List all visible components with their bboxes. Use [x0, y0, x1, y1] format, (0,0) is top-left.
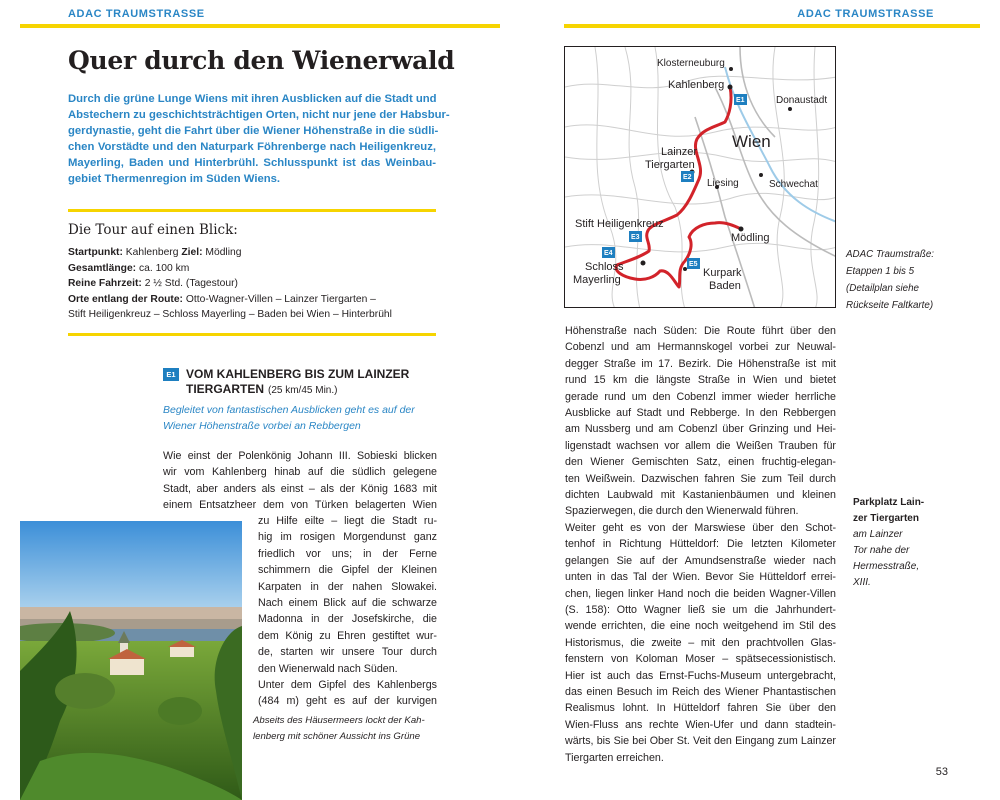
intro-line: gebiet Thermenregion im Süden Wiens.	[68, 173, 281, 185]
body-line: tenhof in Richtung Hütteldorf: Die letzten Kilometer	[565, 538, 836, 551]
map-stage-e2: E2	[683, 174, 692, 181]
body-line: de, starten wir unsere Tour durch	[258, 646, 437, 659]
tour-time-row	[68, 276, 436, 292]
map-stage-e1: E1	[736, 97, 745, 104]
body-line: wir vom Kahlenberg hinab auf die südlich gelegene	[163, 466, 437, 479]
running-head-label: ADAC TRAUMSTRASSE	[797, 8, 934, 20]
body-line: rund 15 km die längste Straße in Wien und bietet	[565, 374, 836, 387]
map-label-mayerling: Mayerling	[573, 274, 621, 286]
body-line: Historismus, die zweite – mit den prachtvollen Glas-	[565, 636, 836, 649]
body-line: Spazierwegen, die durch den Wienerwald führen.	[565, 505, 799, 518]
divider-rule	[68, 209, 436, 212]
divider-rule	[68, 333, 436, 336]
body-line: unten in das Tal der Wien. Bevor Sie Hütteldorf errei-	[565, 571, 836, 584]
body-line: schimmern die Gipfel der Kleinen	[258, 564, 437, 577]
map-caption-line: Etappen 1 bis 5	[846, 266, 915, 277]
start-label: Startpunkt:	[68, 247, 123, 258]
caption-line: lenberg mit schöner Aussicht ins Grüne	[253, 731, 421, 742]
page-number: 53	[935, 766, 948, 778]
map-canvas	[565, 47, 836, 308]
map-caption-line: ADAC Traumstraße:	[846, 249, 935, 260]
map-label-wien: Wien	[732, 132, 771, 151]
subhead-line: Wiener Höhenstraße vorbei an Rebbergen	[163, 420, 361, 432]
page-title: Quer durch den Wienerwald	[68, 46, 455, 75]
note-desc-line: XIII.	[853, 577, 871, 588]
body-line: dem König zu Ehren gestiftet wur-	[258, 629, 437, 642]
body-text-right	[565, 323, 836, 766]
body-text-left-wrap	[258, 513, 437, 710]
map-label-lainzer: Lainzer	[661, 146, 698, 158]
note-desc-line: am Lainzer	[853, 529, 903, 540]
note-desc-line: Hermesstraße,	[853, 561, 920, 572]
body-line: Madonna in der Josefskirche, die	[258, 613, 437, 626]
map-caption	[846, 246, 956, 314]
kahlenberg-photo	[20, 521, 242, 800]
body-line: Karpaten in der nahen Slowakei.	[258, 580, 437, 593]
map-label-klosterneuburg: Klosterneuburg	[657, 58, 725, 69]
map-stage-e5: E5	[689, 261, 698, 268]
map-label-heiligenkreuz: Stift Heiligenkreuz	[575, 218, 664, 230]
body-line: Unter dem Gipfel des Kahlenbergs	[258, 679, 437, 692]
time-label: Reine Fahrzeit:	[68, 278, 142, 289]
section-title	[186, 367, 409, 398]
body-line: friedlich vor uns; in der Ferne	[258, 547, 437, 560]
map-caption-line: Rückseite Faltkarte)	[846, 300, 934, 311]
body-line: den Wienerwald nach Süden.	[258, 662, 398, 675]
tour-places-row-2	[68, 307, 436, 323]
body-line: den Wiener Gemischten Satz, einen fruchtig-elegan-	[565, 456, 836, 469]
map-caption-line: (Detailplan siehe	[846, 283, 919, 294]
body-line: (484 m) geht es auf der kurvigen	[258, 695, 437, 708]
running-head-right	[540, 0, 1000, 28]
body-line: am Nussberg und am Cobenzl über Grinzing und Hei-	[565, 423, 836, 436]
yellow-header-rule	[20, 24, 500, 28]
body-line: Höhenstraße nach Süden: Die Route führt über den	[565, 325, 836, 337]
intro-paragraph	[68, 91, 450, 187]
start-value: Kahlenberg	[125, 247, 179, 258]
map-label-kurpark: Kurpark	[703, 267, 742, 279]
map-label-baden: Baden	[709, 280, 741, 292]
body-line: Wien-Fluss ans rechte Wien-Ufer und dann stadtein-	[565, 718, 836, 731]
body-line: chen, liegen linker Hand noch die beiden Wagner-Villen	[565, 587, 836, 600]
caption-line: Abseits des Häusermeers lockt der Kah-	[253, 715, 425, 726]
places-label: Orte entlang der Route:	[68, 293, 183, 305]
tour-places-row	[68, 292, 436, 308]
subhead-line: Begleitet von fantastischen Ausblicken geht es auf der	[163, 404, 415, 416]
note-title-line: Parkplatz Lain-	[853, 497, 925, 508]
body-line: Hier ist auch das Ernst-Fuchs-Museum untergebracht,	[565, 669, 836, 682]
body-line: (S. 158): Otto Wagner ließ sie um die Jahrhundert-	[565, 603, 836, 616]
body-line: gelangen Sie auf der Amundsenstraße wieder nach	[565, 554, 836, 567]
body-line: Ausblicke auf Stadt und Rebberge. In den Rebbergen	[565, 407, 836, 420]
yellow-header-rule	[564, 24, 980, 28]
intro-line: gerdynastie, geht die Fahrt über die Wiener Höhenstraße in die südli-	[68, 125, 439, 137]
tour-box-title: Die Tour auf einen Blick:	[68, 222, 238, 238]
body-line: ligenstadt wachsen vor allem die Weißen Trauben für	[565, 439, 836, 452]
map-label-schloss: Schloss	[585, 261, 624, 273]
body-line: einem Entsatzheer dem von Türken belagerten Wien	[163, 499, 437, 512]
body-line: wende errichten, die eine noch weitgehend im Stil des	[565, 620, 836, 633]
map-stage-e3: E3	[631, 234, 640, 241]
intro-line: Abstechern zu geschichtsträchtigen Orten, nicht nur jene der Habsbur-	[68, 109, 450, 121]
body-line: Wie einst der Polenkönig Johann III. Sobieski blicken	[163, 450, 437, 462]
section-title-line: VOM KAHLENBERG BIS ZUM LAINZER	[186, 367, 410, 381]
stage-badge: E1	[163, 368, 179, 381]
places-value: Stift Heiligenkreuz – Schloss Mayerling – Baden bei Wien – Hinterbrühl	[68, 309, 392, 320]
body-line: hig im rosigen Morgendunst ganz	[258, 531, 437, 544]
intro-line: chen Vorstädte und den Naturpark Föhrenberge nach Heiligenkreuz,	[68, 141, 436, 153]
photo-caption	[253, 713, 438, 745]
note-desc-line: Tor nahe der	[853, 545, 910, 556]
body-line: wärts, bis Sie bei Ober St. Veit den Eingang zum Lainzer	[565, 735, 836, 748]
body-line: Realismus lohnt. In Hütteldorf fahren Sie über den	[565, 702, 836, 715]
tour-summary	[68, 245, 436, 323]
running-head-left	[0, 0, 500, 28]
body-line: dichten Laubwald mit Kastanienbäumen und kleinen	[565, 489, 836, 502]
map-label-liesing: Liesing	[707, 178, 739, 189]
note-title-line: zer Tiergarten	[853, 513, 919, 524]
tour-start-row	[68, 245, 436, 261]
map-stage-e4: E4	[604, 250, 613, 257]
body-line: Weiter geht es von der Marswiese über den Schot-	[565, 521, 836, 534]
end-value: Mödling	[205, 247, 242, 258]
intro-line: Durch die grüne Lunge Wiens mit ihren Ausblicken auf die Stadt und	[68, 93, 437, 105]
map-label-schwechat: Schwechat	[769, 179, 818, 190]
places-value: Otto-Wagner-Villen – Lainzer Tiergarten –	[185, 293, 376, 305]
length-value: ca. 100 km	[138, 262, 190, 274]
end-label: Ziel:	[181, 247, 203, 258]
tour-length-row	[68, 261, 436, 277]
section-subhead	[163, 402, 438, 434]
landscape-image	[20, 521, 242, 800]
parking-note	[853, 495, 963, 591]
map-label-kahlenberg: Kahlenberg	[668, 79, 725, 91]
body-line: Cobenzl und am Hermannskogel vorbei zur Neuwal-	[565, 341, 836, 354]
map-label-tiergarten: Tiergarten	[645, 159, 695, 171]
body-line: das einen Besuch im Reich des Wiener Phantastischen	[565, 685, 836, 698]
route-map	[564, 46, 836, 308]
map-label-donaustadt: Donaustadt	[776, 95, 828, 106]
body-text-left-top	[163, 448, 437, 514]
running-head-label: ADAC TRAUMSTRASSE	[68, 8, 205, 20]
body-line: fenstern von Koloman Moser – spätsecessionistisch.	[565, 653, 836, 666]
section-time: (25 km/45 Min.)	[268, 385, 338, 396]
body-line: Nach einem Blick auf die schwarze	[258, 597, 437, 610]
body-line: ten Weißwein. Dazwischen fahren Sie zum Teil durch	[565, 472, 836, 485]
time-value: 2 ½ Std. (Tagestour)	[144, 278, 238, 289]
intro-line: Mayerling, Baden und Hinterbrühl. Schlusspunkt ist das Weinbau-	[68, 157, 436, 169]
body-line: zu Hilfe eilte – liegt die Stadt ru-	[258, 515, 437, 527]
body-line: gerade rund um den Cobenzl immer wieder herrliche	[565, 390, 836, 403]
body-line: Stadt, aber anders als einst – als der König 1683 mit	[163, 482, 437, 495]
length-label: Gesamtlänge:	[68, 262, 137, 274]
body-line: Tiergarten erreichen.	[565, 751, 664, 764]
section-title-line: TIERGARTEN	[186, 382, 264, 396]
map-label-moedling: Mödling	[731, 232, 770, 244]
body-line: degger Straße im 17. Bezirk. Die Höhenstraße ist mit	[565, 357, 836, 370]
